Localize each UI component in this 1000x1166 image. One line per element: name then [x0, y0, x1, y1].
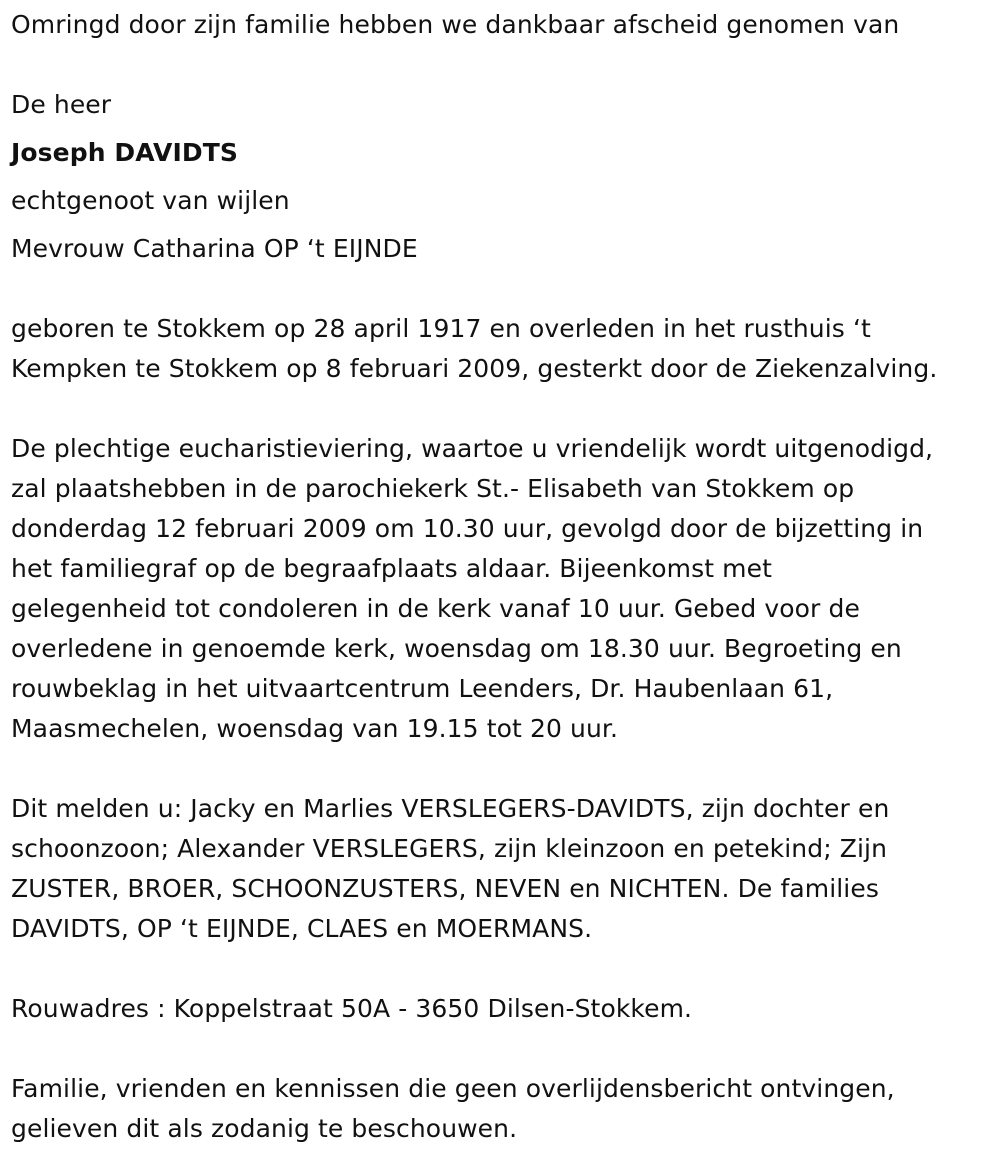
paragraph-line: gelegenheid tot condoleren in de kerk vanaf 10 uur. Gebed voor de [11, 594, 860, 623]
mourning-address: Rouwadres : Koppelstraat 50A - 3650 Dilsen-Stokkem. [11, 994, 693, 1023]
paragraph-line: het familiegraf op de begraafplaats aldaar. Bijeenkomst met [11, 554, 773, 583]
paragraph-line: ZUSTER, BROER, SCHOONZUSTERS, NEVEN en NICHTEN. De families [11, 874, 879, 903]
paragraph-line: Familie, vrienden en kennissen die geen overlijdensbericht ontvingen, [11, 1074, 895, 1103]
honorific: De heer [11, 90, 112, 119]
paragraph-line: rouwbeklag in het uitvaartcentrum Leenders, Dr. Haubenlaan 61, [11, 674, 834, 703]
paragraph-line: Kempken te Stokkem op 8 februari 2009, gesterkt door de Ziekenzalving. [11, 354, 938, 383]
paragraph-line: schoonzoon; Alexander VERSLEGERS, zijn kleinzoon en petekind; Zijn [11, 834, 888, 863]
birth-death-paragraph [11, 309, 990, 389]
spouse-name: Mevrouw Catharina OP ‘t EIJNDE [11, 234, 418, 263]
intro-line: Omringd door zijn familie hebben we dankbaar afscheid genomen van [11, 10, 900, 39]
paragraph-line: geboren te Stokkem op 28 april 1917 en overleden in het rusthuis ‘t [11, 314, 871, 343]
announcers-paragraph [11, 789, 990, 949]
deceased-block [11, 85, 990, 269]
address-paragraph [11, 989, 990, 1029]
paragraph-line: overledene in genoemde kerk, woensdag om 18.30 uur. Begroeting en [11, 634, 902, 663]
deceased-name: Joseph DAVIDTS [11, 138, 238, 167]
relation-text: echtgenoot van wijlen [11, 186, 290, 215]
closing-paragraph [11, 1069, 990, 1149]
paragraph-line: De plechtige eucharistieviering, waartoe u vriendelijk wordt uitgenodigd, [11, 434, 934, 463]
paragraph-line: Dit melden u: Jacky en Marlies VERSLEGERS-DAVIDTS, zijn dochter en [11, 794, 890, 823]
paragraph-line: Maasmechelen, woensdag van 19.15 tot 20 uur. [11, 714, 619, 743]
paragraph-line: zal plaatshebben in de parochiekerk St.- Elisabeth van Stokkem op [11, 474, 855, 503]
paragraph-line: gelieven dit als zodanig te beschouwen. [11, 1114, 518, 1143]
paragraph-line: DAVIDTS, OP ‘t EIJNDE, CLAES en MOERMANS. [11, 914, 593, 943]
paragraph-line: donderdag 12 februari 2009 om 10.30 uur, gevolgd door de bijzetting in [11, 514, 924, 543]
ceremony-paragraph [11, 429, 990, 749]
